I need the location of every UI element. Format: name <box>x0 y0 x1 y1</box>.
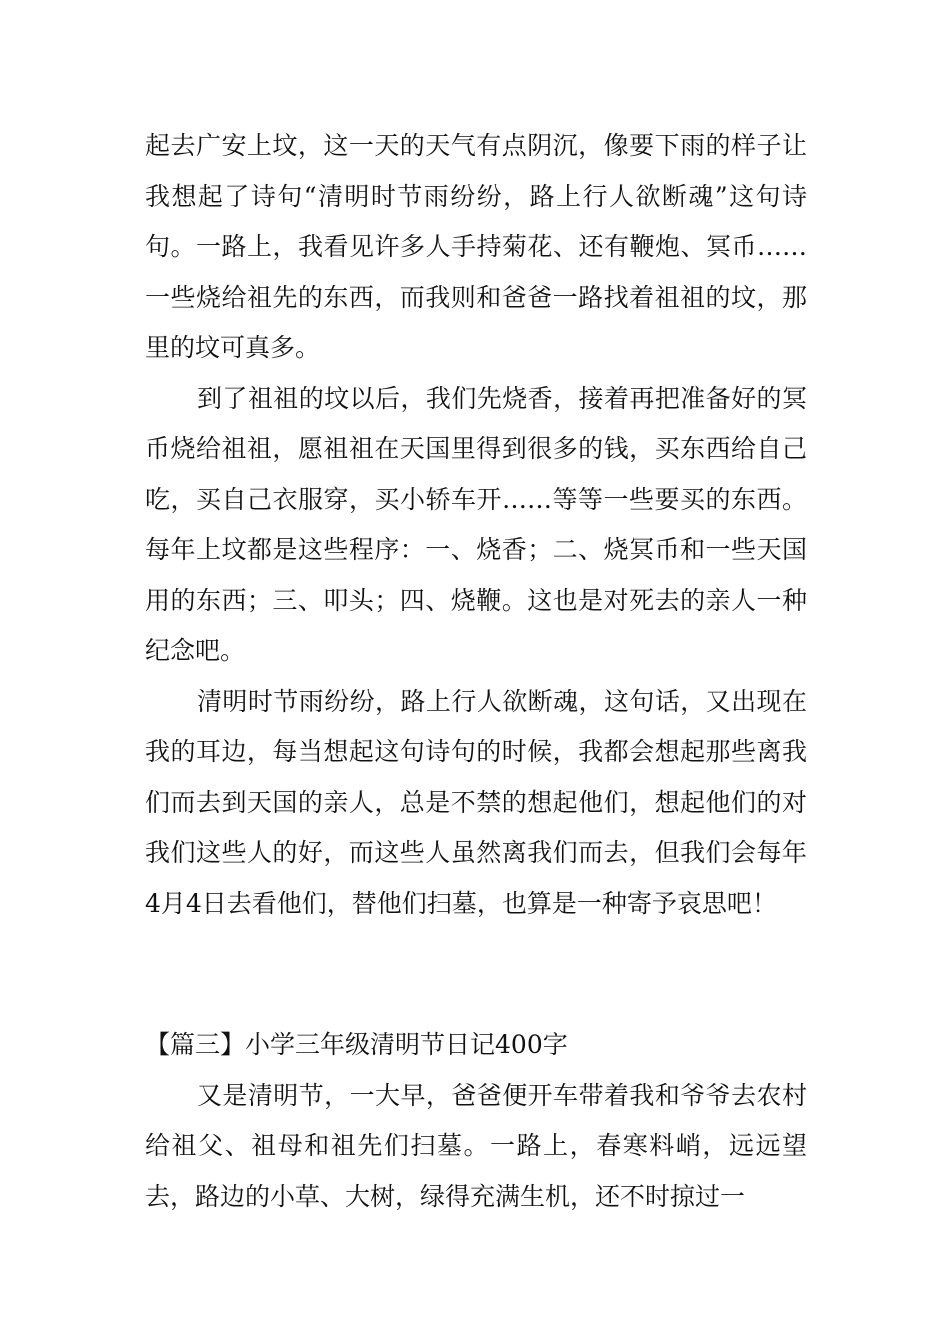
paragraph-qingming-poem: 清明时节雨纷纷，路上行人欲断魂，这句话，又出现在我的耳边，每当想起这句诗句的时候，我都会想起那些离我们而去到天国的亲人，总是不禁的想起他们，想起他们的对我们这些人的好，而这些人虽然离我们而去，但我们会每年4月4日去看他们，替他们扫墓，也算是一种寄予哀思吧！ <box>145 686 807 918</box>
body-text-upper <box>145 121 807 929</box>
paragraph-burning-incense: 到了祖祖的坟以后，我们先烧香，接着再把准备好的冥币烧给祖祖，愿祖祖在天国里得到很多的钱，买东西给自己吃，买自己衣服穿，买小轿车开……等等一些要买的东西。每年上坟都是这些程序：一、烧香；二、烧冥币和一些天国用的东西；三、叩头；四、烧鞭。这也是对死去的亲人一种纪念吧。 <box>145 383 807 665</box>
body-text-lower <box>145 1020 807 1222</box>
paragraph-qingming-morning: 又是清明节，一大早，爸爸便开车带着我和爷爷去农村给祖父、祖母和祖先们扫墓。一路上，春寒料峭，远远望去，路边的小草、大树，绿得充满生机，还不时掠过一 <box>145 1080 807 1211</box>
paragraph-continuation: 起去广安上坟，这一天的天气有点阴沉，像要下雨的样子让我想起了诗句“清明时节雨纷纷，路上行人欲断魂”这句诗句。一路上，我看见许多人手持菊花、还有鞭炮、冥币……一些烧给祖先的东西，而我则和爸爸一路找着祖祖的坟，那里的坟可真多。 <box>145 131 807 362</box>
section-heading: 【篇三】小学三年级清明节日记400字 <box>145 1030 568 1059</box>
